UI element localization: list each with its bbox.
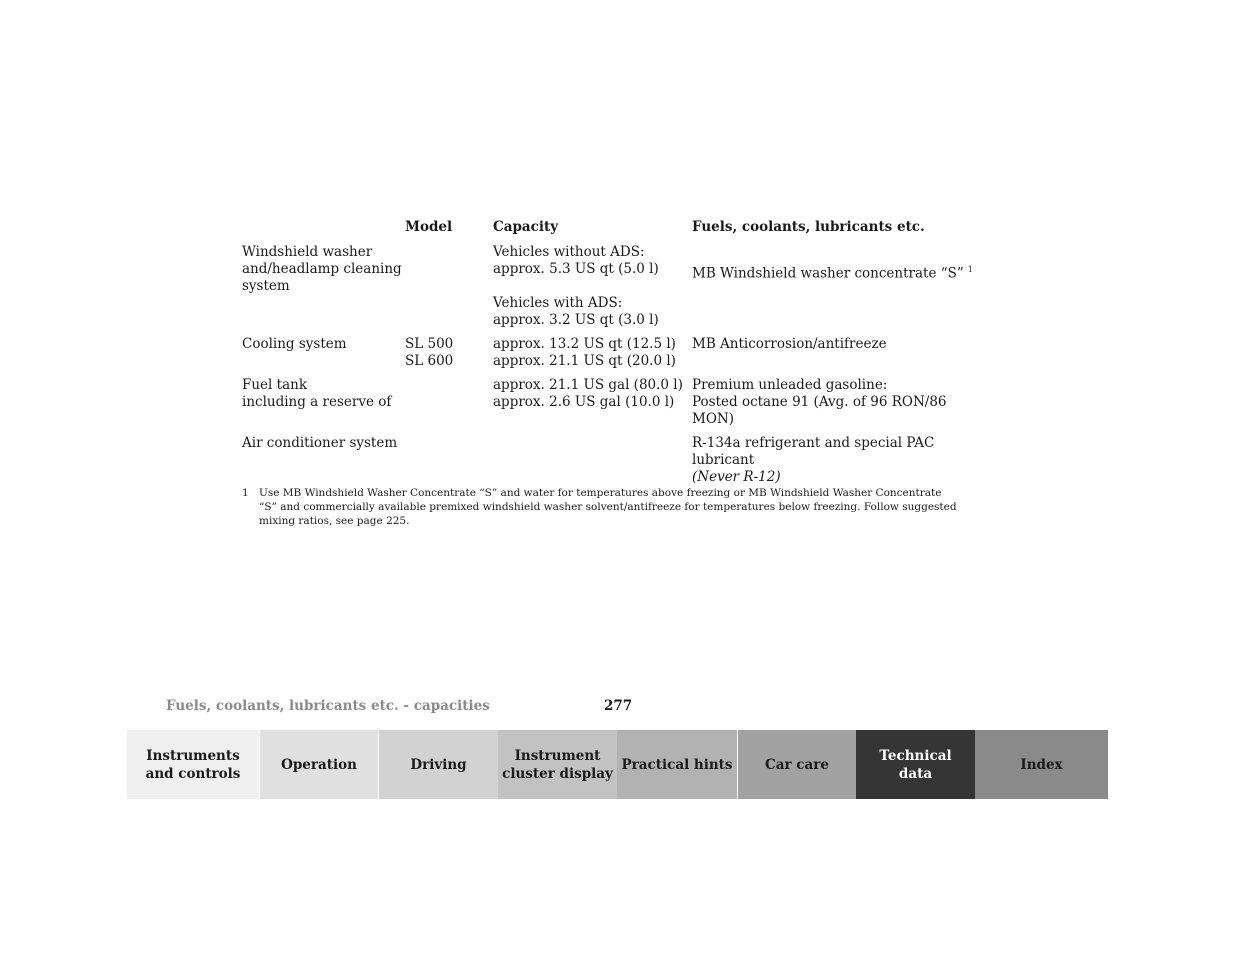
capacity-line: approx. 3.2 US qt (3.0 l)	[493, 312, 659, 328]
cell-fluid: MB Anticorrosion/antifreeze	[692, 336, 887, 352]
capacity-line: Vehicles with ADS:	[493, 295, 623, 311]
table-row	[242, 244, 992, 336]
cell-component: Cooling system	[242, 336, 347, 352]
header-capacity: Capacity	[493, 219, 559, 235]
tab-label: Instrument cluster display	[502, 747, 613, 782]
chapter-tabs	[127, 730, 1108, 799]
header-model: Model	[405, 219, 453, 235]
fluid-line-italic: (Never R-12)	[692, 469, 781, 485]
cell-component: Air conditioner system	[242, 435, 398, 451]
header-component	[242, 219, 405, 244]
tab-car-care[interactable]	[737, 730, 856, 799]
tab-label: Technical data	[879, 747, 952, 782]
cell-capacity	[493, 377, 692, 435]
capacity-line: approx. 21.1 US qt (20.0 l)	[493, 353, 676, 369]
cell-fluid	[692, 244, 992, 336]
capacities-table	[242, 219, 992, 486]
tab-label: Car care	[765, 756, 829, 773]
table-row	[242, 336, 992, 377]
table-row	[242, 435, 992, 486]
tab-label: Operation	[281, 756, 357, 773]
cell-capacity	[493, 435, 692, 486]
fluid-line	[692, 261, 992, 283]
cell-model	[405, 244, 493, 336]
cell-capacity	[493, 336, 692, 377]
fluid-text: MB Windshield washer concentrate “S”	[692, 265, 964, 282]
table-row	[242, 377, 992, 435]
cell-model	[405, 336, 493, 377]
cell-capacity	[493, 244, 692, 336]
model-line: SL 500	[405, 336, 454, 352]
page-number: 277	[604, 698, 633, 714]
model-line: SL 600	[405, 353, 454, 369]
component-line: including a reserve of	[242, 394, 392, 410]
capacity-line: approx. 5.3 US qt (5.0 l)	[493, 261, 659, 277]
footnote-number: 1	[242, 487, 249, 499]
capacity-line: approx. 13.2 US qt (12.5 l)	[493, 336, 676, 352]
fluid-line: R-134a refrigerant and special PAC lubricant	[692, 435, 935, 468]
capacity-line: approx. 21.1 US gal (80.0 l)	[493, 377, 683, 393]
cell-fluid	[692, 435, 992, 486]
tab-index[interactable]	[975, 730, 1108, 799]
tab-practical-hints[interactable]	[617, 730, 737, 799]
fluid-line: Posted octane 91 (Avg. of 96 RON/86 MON)	[692, 394, 947, 427]
tab-instruments-and-controls[interactable]	[127, 730, 259, 799]
cell-fluid	[692, 377, 992, 435]
cell-model	[405, 435, 493, 486]
tab-operation[interactable]	[259, 730, 378, 799]
tab-label: Index	[1020, 756, 1063, 773]
table-header-row	[242, 219, 992, 244]
spec-table-container	[242, 219, 1002, 486]
capacity-line: approx. 2.6 US gal (10.0 l)	[493, 394, 675, 410]
cell-model	[405, 377, 493, 435]
tab-label: Practical hints	[621, 756, 733, 773]
cell-component: Windshield washer and/headlamp cleaning system	[242, 244, 402, 294]
capacity-line: Vehicles without ADS:	[493, 244, 645, 260]
tab-instrument-cluster-display[interactable]	[498, 730, 617, 799]
footnote	[242, 486, 962, 528]
header-fluids: Fuels, coolants, lubricants etc.	[692, 219, 925, 235]
footnote-text: Use MB Windshield Washer Concentrate “S” and water for temperatures above freezing or MB Windshield Washer Concentrate “S” and commercially available premixed windshield washer solvent/antifreeze for temperatures below freezing. Follow suggested mixing ratios, see page 225.	[259, 487, 957, 527]
fluid-line: Premium unleaded gasoline:	[692, 377, 888, 393]
tab-label: Driving	[410, 756, 467, 773]
tab-label: Instruments and controls	[145, 747, 241, 782]
footnote-ref: 1	[967, 265, 973, 274]
component-line: Fuel tank	[242, 377, 308, 393]
tab-technical-data[interactable]	[856, 730, 975, 799]
section-title: Fuels, coolants, lubricants etc. - capacities	[166, 698, 490, 714]
cell-component	[242, 377, 405, 435]
tab-driving[interactable]	[378, 730, 498, 799]
